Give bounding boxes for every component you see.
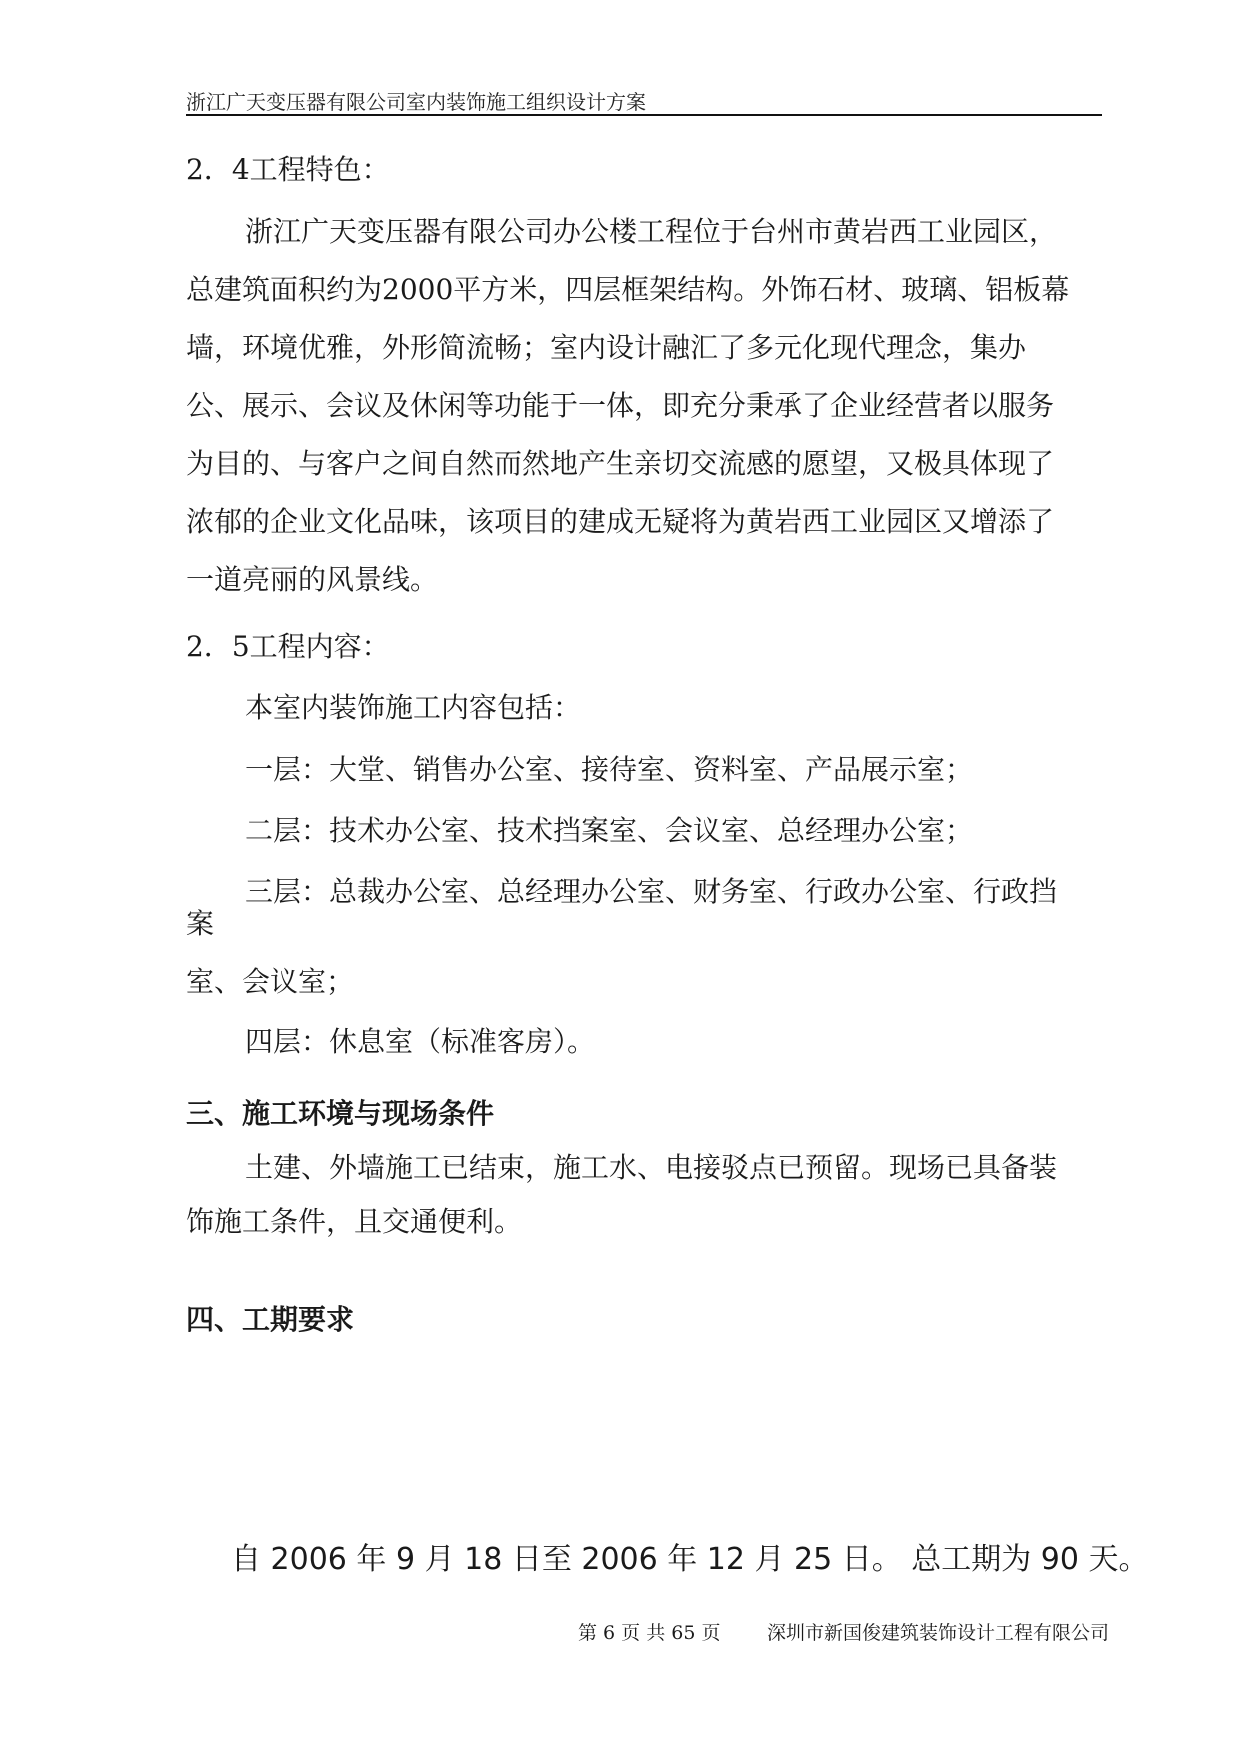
floor-1-items: 一层：大堂、销售办公室、接待室、资料室、产品展示室； [245, 753, 974, 786]
paragraph-line: 土建、外墙施工已结束，施工水、电接驳点已预留。现场已具备装 [245, 1151, 1058, 1184]
floor-3-continued: 室、会议室； [186, 965, 355, 998]
floor-3-items: 三层：总裁办公室、总经理办公室、财务室、行政办公室、行政挡 [245, 875, 1058, 908]
section-4-heading: 四、工期要求 [186, 1303, 355, 1336]
header-divider [186, 114, 1102, 116]
schedule-line: 自 2006 年 9 月 18 日至 2006 年 12 月 25 日。 总工期为 90 天。 [231, 1542, 1149, 1577]
paragraph-line: 公、展示、会议及休闲等功能于一体，即充分秉承了企业经营者以服务 [186, 389, 1055, 422]
paragraph-line: 浙江广天变压器有限公司办公楼工程位于台州市黄岩西工业园区， [245, 215, 1058, 248]
running-header: 浙江广天变压器有限公司室内装饰施工组织设计方案 [186, 90, 646, 114]
paragraph-line: 浓郁的企业文化品味，该项目的建成无疑将为黄岩西工业园区又增添了 [186, 505, 1055, 538]
content-intro: 本室内装饰施工内容包括： [245, 691, 582, 724]
paragraph-line: 墙，环境优雅，外形简流畅；室内设计融汇了多元化现代理念，集办 [186, 331, 1027, 364]
page-number: 第 6 页 共 65 页 [578, 1622, 721, 1644]
floor-2-items: 二层：技术办公室、技术挡案室、会议室、总经理办公室； [245, 814, 974, 847]
section-2-5-heading: 2．5工程内容： [186, 630, 390, 663]
floor-4-items: 四层：休息室（标准客房）。 [245, 1025, 596, 1058]
paragraph-line: 为目的、与客户之间自然而然地产生亲切交流感的愿望，又极具体现了 [186, 447, 1055, 480]
section-3-heading: 三、施工环境与现场条件 [186, 1097, 495, 1130]
section-2-4-heading: 2．4工程特色： [186, 153, 390, 186]
company-name: 深圳市新国俊建筑装饰设计工程有限公司 [767, 1622, 1110, 1644]
paragraph-line: 总建筑面积约为2000平方米，四层框架结构。外饰石材、玻璃、铝板幕 [186, 273, 1070, 306]
paragraph-line: 一道亮丽的风景线。 [186, 563, 439, 596]
paragraph-line: 饰施工条件，且交通便利。 [186, 1205, 523, 1238]
floor-3-wrap: 案 [186, 907, 215, 940]
